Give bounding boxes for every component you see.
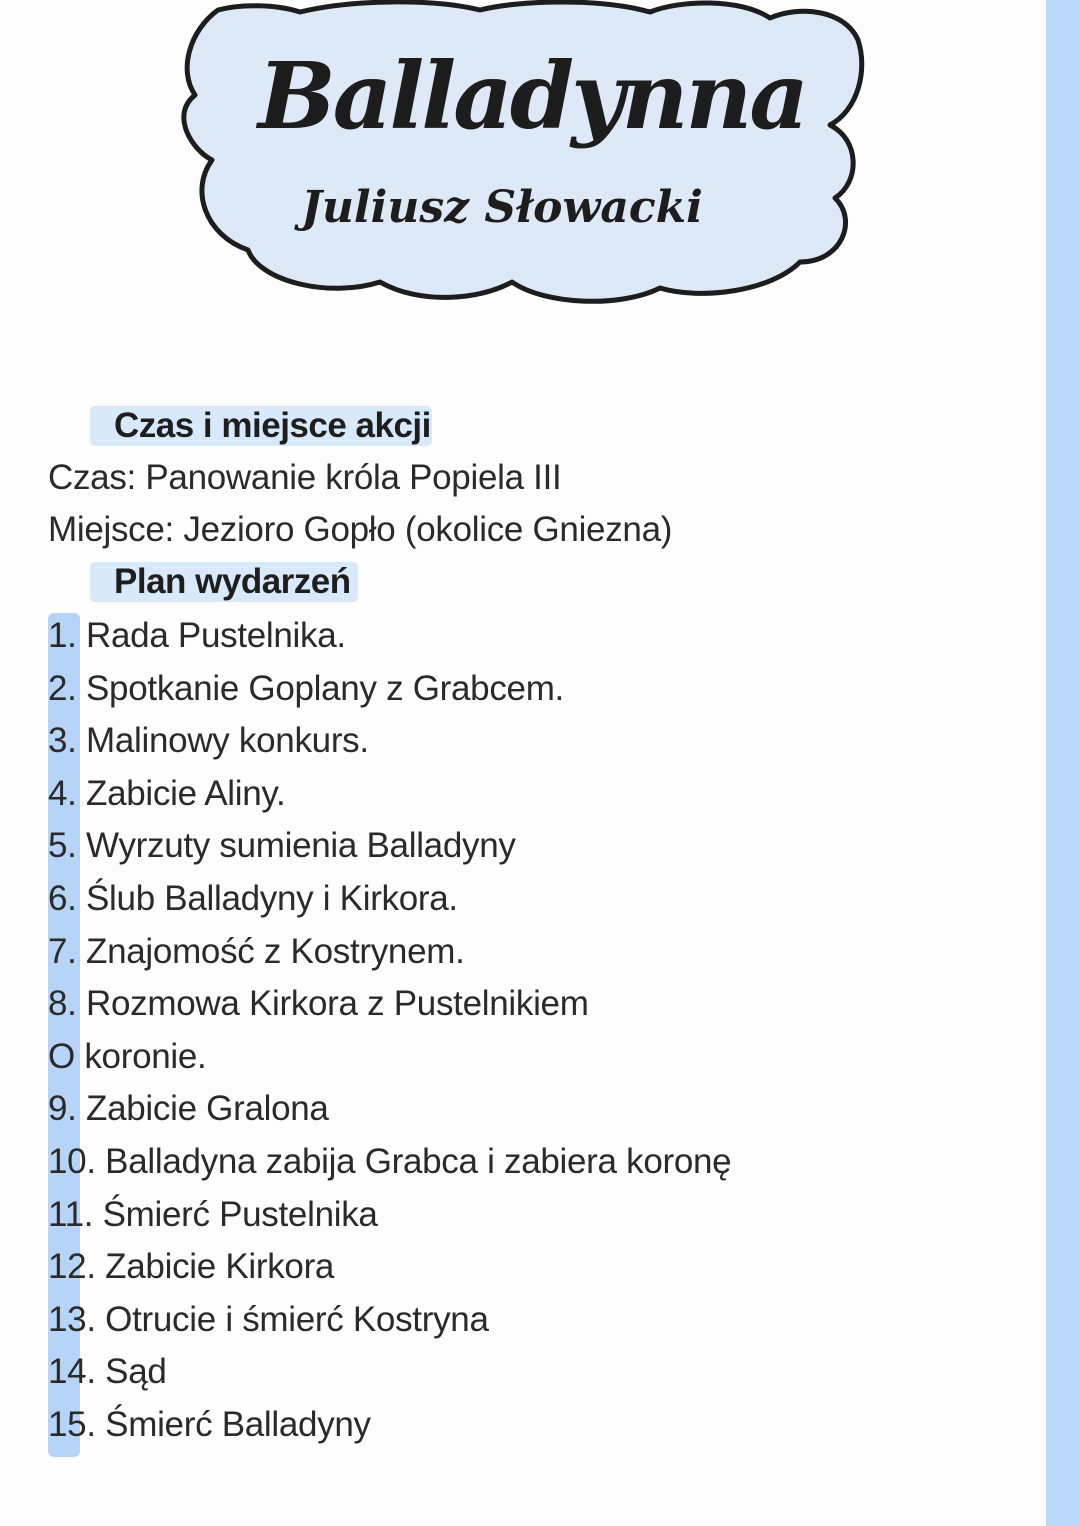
list-item: 10. Balladyna zabija Grabca i zabiera koronę [48,1141,732,1181]
list-item: 3. Malinowy konkurs. [48,721,369,761]
heading-plan-wydarzen: Plan wydarzeń [90,562,358,602]
list-item: 13. Otrucie i śmierć Kostryna [48,1299,489,1339]
title-cloud [0,0,1080,330]
list-item: 11. Śmierć Pustelnika [48,1194,378,1234]
heading-czas-i-miejsce: Czas i miejsce akcji [90,406,432,446]
list-item: 1. Rada Pustelnika. [48,616,346,655]
list-item: 15. Śmierć Balladyny [48,1404,371,1444]
title-text: Balladynna [257,42,807,150]
list-item: 12. Zabicie Kirkora [48,1247,335,1287]
list-item: O koronie. [48,1036,207,1076]
list-item: 5. Wyrzuty sumienia Balladyny [48,826,516,866]
list-item: 6. Ślub Balladyny i Kirkora. [48,878,458,918]
author-text: Juliusz Słowacki [301,182,703,233]
list-item: 9. Zabicie Gralona [48,1089,329,1129]
list-item: 14. Sąd [48,1352,167,1392]
time-line: Czas: Panowanie króla Popiela III [48,458,562,497]
list-item: 8. Rozmowa Kirkora z Pustelnikiem [48,984,589,1024]
list-item: 2. Spotkanie Goplany z Grabcem. [48,668,564,708]
event-plan-list [48,614,731,1456]
list-item: 7. Znajomość z Kostrynem. [48,931,465,971]
list-item: 4. Zabicie Aliny. [48,773,286,813]
place-line: Miejsce: Jezioro Gopło (okolice Gniezna) [48,510,673,549]
